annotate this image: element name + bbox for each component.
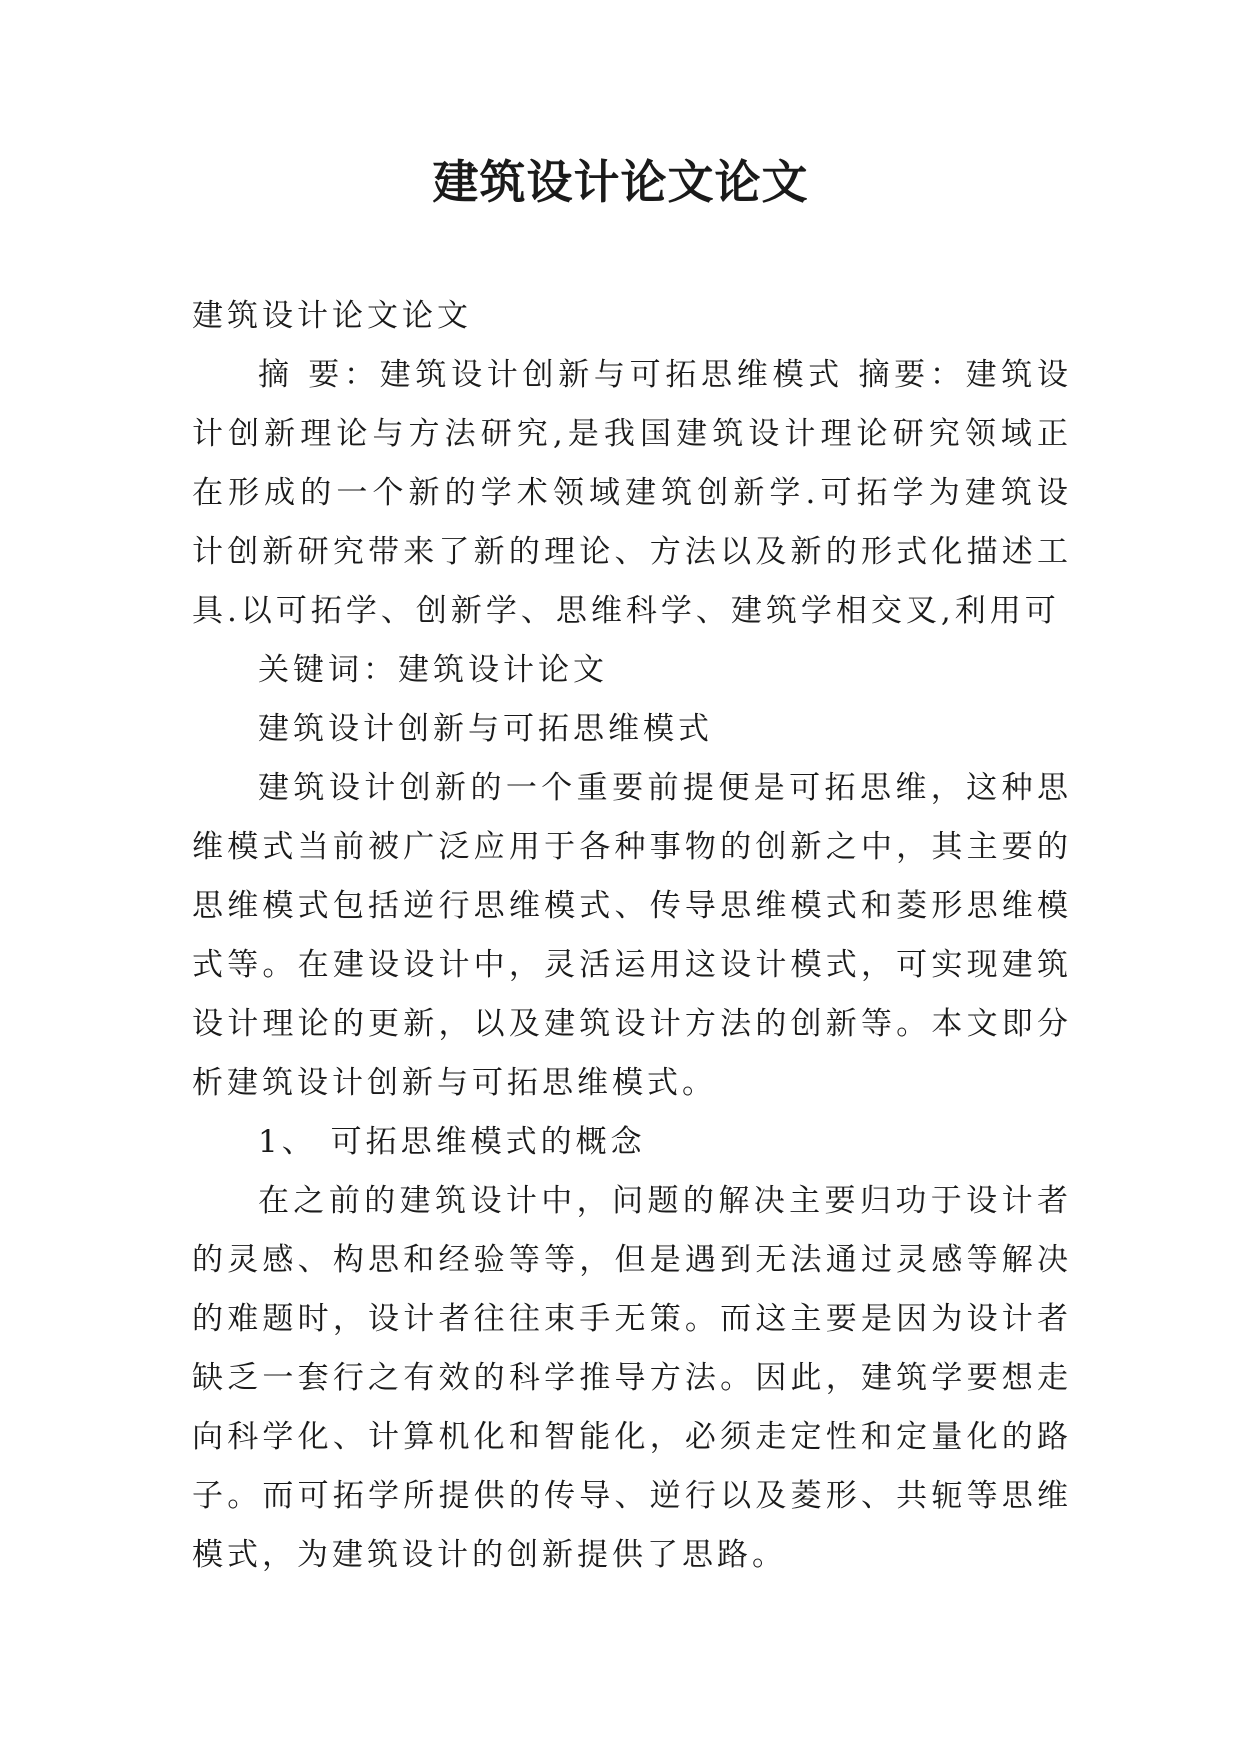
body-paragraph: 建筑设计创新的一个重要前提便是可拓思维，这种思维模式当前被广泛应用于各种事物的创新之中，其主要的思维模式包括逆行思维模式、传导思维模式和菱形思维模式等。在建设设计中，灵活运用这设计模式，可实现建筑设计理论的更新，以及建筑设计方法的创新等。本文即分析建筑设计创新与可拓思维模式。 (192, 770, 1072, 1101)
abstract-paragraph: 摘 要：建筑设计创新与可拓思维模式 摘要：建筑设计创新理论与方法研究,是我国建筑设计理论研究领域正在形成的一个新的学术领域建筑创新学.可拓学为建筑设计创新研究带来了新的理论、方法以及新的形式化描述工具.以可拓学、创新学、思维科学、建筑学相交叉,利用可 (192, 357, 1072, 629)
section-heading: 建筑设计创新与可拓思维模式 (258, 711, 713, 747)
document-body (192, 287, 1072, 1585)
keywords-paragraph: 关键词：建筑设计论文 (258, 652, 608, 688)
body-paragraph: 在之前的建筑设计中，问题的解决主要归功于设计者的灵感、构思和经验等等，但是遇到无法通过灵感等解决的难题时，设计者往往束手无策。而这主要是因为设计者缺乏一套行之有效的科学推导方法。因此，建筑学要想走向科学化、计算机化和智能化，必须走定性和定量化的路子。而可拓学所提供的传导、逆行以及菱形、共轭等思维模式，为建筑设计的创新提供了思路。 (192, 1183, 1072, 1573)
body-paragraph: 建筑设计论文论文 (192, 298, 472, 334)
section-heading: 1、 可拓思维模式的概念 (258, 1124, 646, 1160)
document-title: 建筑设计论文论文 (432, 155, 809, 209)
